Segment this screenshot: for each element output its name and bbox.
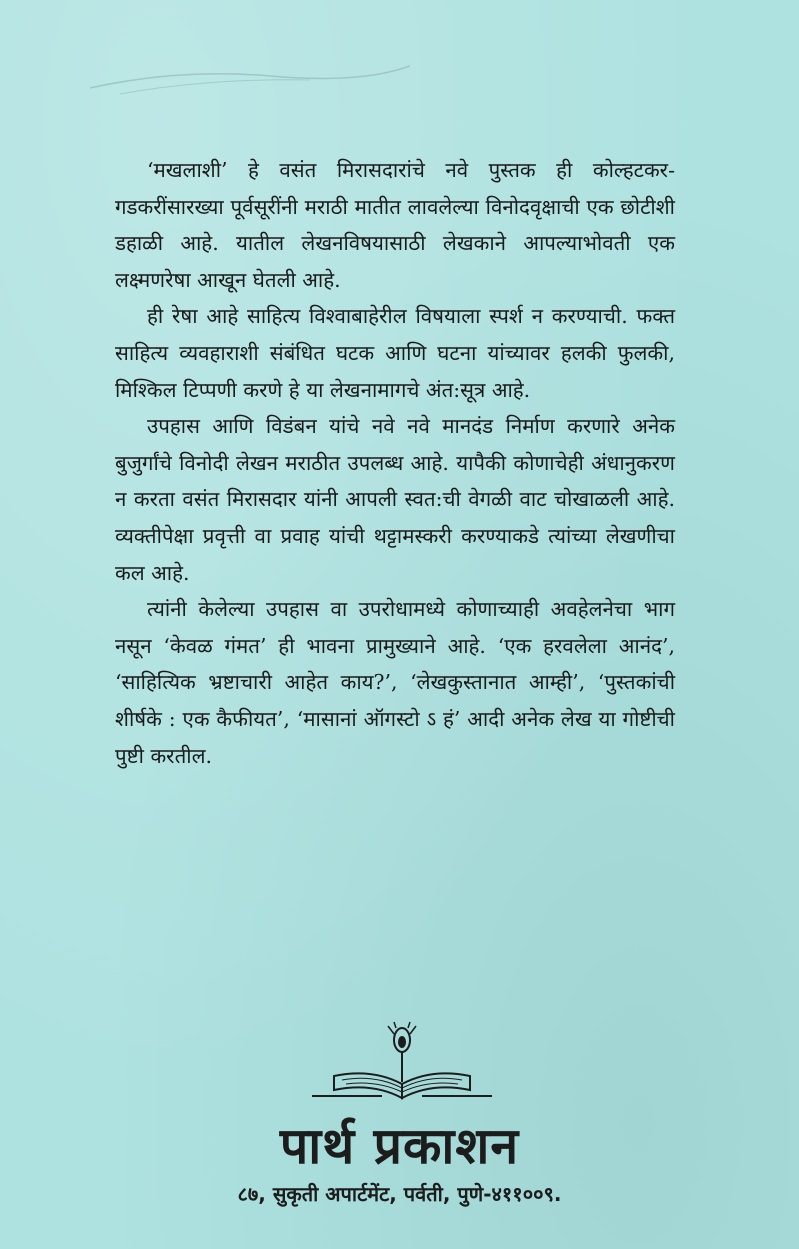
blurb-paragraph-3: उपहास आणि विडंबन यांचे नवे नवे मानदंड निर्माण करणारे अनेक बुजुर्गांचे विनोदी लेखन मराठीत उपलब्ध आहे. यापैकी कोणाचेही अंधानुकरण न करता वसंत मिरासदार यांनी आपली स्वत:ची वेगळी वाट चोखाळली आहे. व्यक्तीपेक्षा प्रवृत्ती वा प्रवाह यांची थट्टामस्करी करण्याकडे त्यांच्या लेखणीचा कल आहे. xyxy=(115,414,675,585)
blurb-paragraph-1: ‘मखलाशी’ हे वसंत मिरासदारांचे नवे पुस्तक ही कोल्हटकर-गडकरींसारख्या पूर्वसूरींनी मराठी मातीत लावलेल्या विनोदवृक्षाची एक छोटीशी डहाळी आहे. यातील लेखनविषयासाठी लेखकाने आपल्याभोवती एक लक्ष्मणरेषा आखून घेतली आहे. xyxy=(115,158,675,292)
blurb-paragraph-2: ही रेषा आहे साहित्य विश्वाबाहेरील विषयाला स्पर्श न करण्याची. फक्त साहित्य व्यवहाराशी संबंधित घटक आणि घटना यांच्यावर हलकी फुलकी, मिश्किल टिप्पणी करणे हे या लेखनामागचे अंत:सूत्र आहे. xyxy=(115,304,675,402)
publisher-name: पार्थ प्रकाशन xyxy=(279,1117,520,1175)
back-cover-blurb xyxy=(115,152,675,774)
publisher-address: ८७, सुकृती अपार्टमेंट, पर्वती, पुणे-४११००९. xyxy=(237,1182,562,1206)
scuff-mark xyxy=(90,58,410,98)
blurb-paragraph-4: त्यांनी केलेल्या उपहास वा उपरोधामध्ये कोणाच्याही अवहेलनेचा भाग नसून ‘केवळ गंमत’ ही भावना प्रामुख्याने आहे. ‘एक हरवलेला आनंद’, ‘साहित्यिक भ्रष्टाचारी आहेत काय?’, ‘लेखकुस्तानात आम्ही’, ‘पुस्तकांची शीर्षके : एक कैफीयत’, ‘मासानां ऑगस्टो ऽ हं’ आदी अनेक लेख या गोष्टीची पुष्टी करतील. xyxy=(115,597,675,768)
open-book-peacock-feather-icon xyxy=(312,1020,492,1110)
